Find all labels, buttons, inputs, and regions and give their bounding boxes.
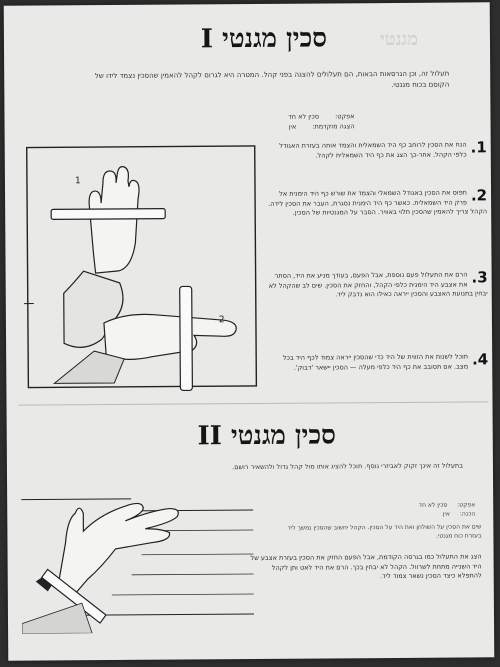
credit-value: סכין לא חד xyxy=(418,501,448,509)
credit-row xyxy=(275,509,475,519)
section1-intro: תעלול זה, וכן הגרסאות הבאות, הם תעלולים להצגה בפני קהל. המטרה היא לגרום לקהל להאמין שהסכין נצמד לידו של הקוסם בכוח מגנטי. xyxy=(94,69,450,90)
section2-title: סכין מגנטי II xyxy=(197,420,337,452)
svg-text:1: 1 xyxy=(74,176,81,187)
credit-value: סכין לא חד xyxy=(288,112,320,121)
step-item xyxy=(267,140,487,161)
section1-title: סכין מגנטי I xyxy=(200,23,328,55)
credit-label: אפקט: xyxy=(457,501,476,509)
hand-knife-illustration-2 xyxy=(21,482,254,634)
step-item xyxy=(268,270,488,300)
hand-knife-illustration-1 xyxy=(23,142,263,394)
credit-value: אין xyxy=(288,122,297,131)
section2-credits xyxy=(275,500,475,519)
step-item xyxy=(267,188,487,218)
bleed-through-heading: מגנטי xyxy=(379,28,419,51)
step-number: 2. xyxy=(470,186,488,205)
credit-row xyxy=(155,121,355,132)
book-page xyxy=(4,2,495,660)
section2-intro: בתעלול זה אינך זקוק לאביזרי נוסף. תוכל להציג אותו מול קהל גדול ולהשאיר רושם. xyxy=(232,461,463,472)
section2-note: שים את הסכין על השולחן ואת היד על הסכין. הקהל יחשוב שהסכין נמשך ליד בעזרת כוח מגנטי. xyxy=(287,523,482,540)
step-number: 3. xyxy=(471,268,488,287)
credit-label: אפקט: xyxy=(335,112,355,121)
step-text: הרם את התעלול פעם נוספת, אבל הפעם, בעודך מניע את היד, הסתר את אצבע היד הימנית כלפי הקהל, והחזק את הסכין. שים לב שהקהל לא יבחין בתנועת האצבע והסכין ייראה כאילו הוא נדבק ליד. xyxy=(268,270,488,299)
step-item xyxy=(268,352,488,373)
step-text: תוכל לשנות את הזווית של היד כדי שהסכין ייראה צמוד לכף היד בכל מצב. אם תסובב את כף היד כלפי מעלה — הסכין יישאר 'דבוק'. xyxy=(282,352,469,372)
section1-credits xyxy=(154,111,354,132)
step-number: 4. xyxy=(471,350,489,369)
credit-value: אין xyxy=(442,510,450,518)
section1-steps xyxy=(267,138,489,372)
credit-label: הצגה מוקדמת: xyxy=(312,122,355,131)
section2-body: הצג את התעלול כמו בגרסה הקודמת, אבל הפעם החזק את הסכין בעזרת אצבע של היד השנייה מתחת לשרוול. הקהל לא יבחין בכך. הרם את היד לאט ותן לקהל להתפלא כיצד הסכין נשאר צמוד ליד. xyxy=(250,552,482,581)
credit-label: הכנה: xyxy=(459,510,476,518)
step-text: תפוס את הסכין באגודל השמאלי והצמד את שורש כף היד הימנית אל פרק היד השמאלית. כאשר כף היד הימנית נסגרת, העבר את הסכין לידה. הקהל צריך להאמין שהסכין תלוי באוויר. הסבר על המגנטיות של הסכין. xyxy=(268,188,488,217)
section-divider xyxy=(19,401,489,405)
step-number: 1. xyxy=(470,138,487,157)
svg-text:2: 2 xyxy=(218,315,225,326)
step-text: הנח את הסכין לרוחב כף היד השמאלית והצמד אותה בעזרת האגודל כלפי הקהל. אחר-כך הצג את כף היד השמאלית לקהל. xyxy=(279,140,467,160)
